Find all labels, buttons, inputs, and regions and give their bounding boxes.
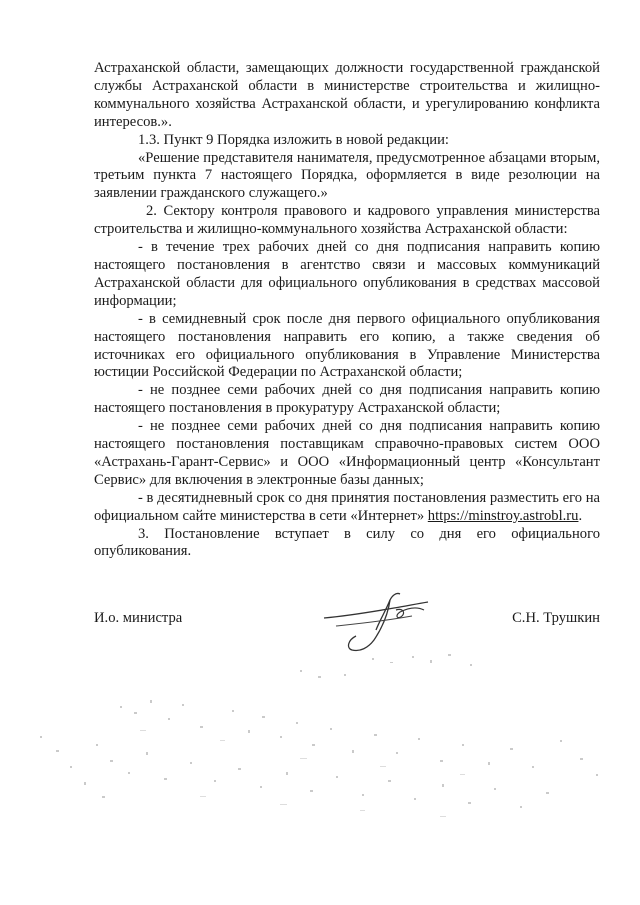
list-item-prosecutor: - не позднее семи рабочих дней со дня подписания направить копию настоящего постановления в прокуратуру Астраханской области; xyxy=(94,382,600,417)
list-item-publication: - в течение трех рабочих дней со дня подписания направить копию настоящего постановления в агентство связи и массовых коммуникаций Астраханской области для официального опубликования в средствах массовой информации; xyxy=(94,239,600,309)
scan-artifact-stamp xyxy=(0,640,640,840)
paragraph-1-3: 1.3. Пункт 9 Порядка изложить в новой редакции: xyxy=(138,131,449,148)
paragraph-quote: «Решение представителя нанимателя, предусмотренное абзацами вторым, третьим пункта 7 настоящего Порядка, оформляется в виде резолюции на заявлении гражданского служащего.» xyxy=(94,149,600,202)
paragraph-continuation: Астраханской области, замещающих должности государственной гражданской службы Астраханской области в министерстве строительства и жилищно-коммунального хозяйства Астраханской области, и урегулированию конфликта интересов.». xyxy=(94,60,600,130)
website-link-suffix: . xyxy=(578,507,583,524)
document-body xyxy=(94,60,600,561)
signatory-title: И.о. министра xyxy=(94,610,183,626)
list-item-legal-systems: - не позднее семи рабочих дней со дня подписания направить копию настоящего постановления поставщикам справочно-правовых систем ООО «Астрахань-Гарант-Сервис» и ООО «Информационный центр «Консультант Сервис» для включения в электронные базы данных; xyxy=(94,418,600,488)
website-link[interactable]: https://minstroy.astrobl.ru xyxy=(427,507,579,524)
list-item-website-text: - в десятидневный срок со дня принятия постановления разместить его на официальном сайте министерства в сети «Интернет» xyxy=(94,489,600,524)
list-item-website xyxy=(94,490,600,526)
paragraph-2: 2. Сектору контроля правового и кадрового управления министерства строительства и жилищно-коммунального хозяйства Астраханской области: xyxy=(94,203,600,238)
paragraph-3: 3. Постановление вступает в силу со дня его официального опубликования. xyxy=(94,525,600,560)
signatory-name: С.Н. Трушкин xyxy=(512,610,600,626)
list-item-justice: - в семидневный срок после дня первого официального опубликования настоящего постановления направить его копию, а также сведения об источниках его официального опубликования в Управление Министерства юстиции Российской Федерации по Астраханской области; xyxy=(94,310,600,381)
